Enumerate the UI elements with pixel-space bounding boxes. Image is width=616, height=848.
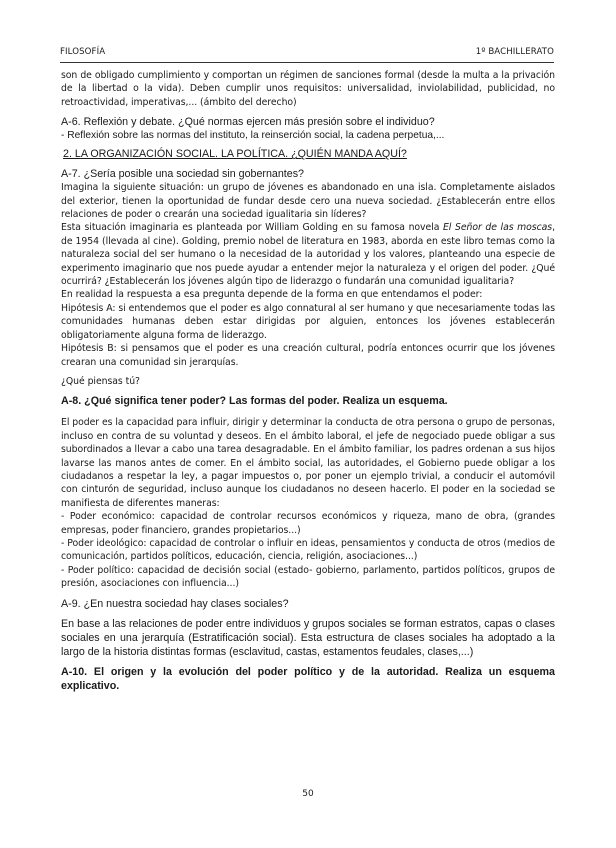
a8-bullet-political: - Poder político: capacidad de decisión social (estado- gobierno, parlamento, partidos políticos, grupos de presión, asociaciones con influencia...) — [61, 564, 555, 590]
header-course: 1º BACHILLERATO — [475, 47, 554, 57]
a7-hypothesis-a: Hipótesis A: si entendemos que el poder es algo connatural al ser humano y que necesariamente todas las comunidades humanas deben estar dirigidas por alguien, entonces los jóvenes establecerán obligatoriamente alguna forma de liderazgo. — [61, 302, 555, 341]
a7-paragraph-2 — [61, 221, 555, 288]
header-divider — [60, 62, 554, 63]
page-content — [61, 69, 555, 693]
activity-a7-question: A-7. ¿Sería posible una sociedad sin gobernantes? — [61, 168, 304, 181]
a7-p2-text-post: , de 1954 (llevada al cine). Golding, premio nobel de literatura en 1983, aborda en este libro temas como la naturaleza social del ser humano o la necesidad de la autoridad y los valores, planteando una especie de experimento imaginario que nos puede ayudar a entender mejor la naturaleza y el origen del poder. ¿Qué ocurrirá? ¿Establecerán los jóvenes algún tipo de liderazgo o fundarán una comunidad igualitaria? — [61, 222, 555, 288]
a7-hypothesis-b: Hipótesis B: si pensamos que el poder es una creación cultural, podría entonces ocurrir que los jóvenes crearan una comunidad sin jerarquías. — [61, 343, 555, 368]
activity-a9-question: A-9. ¿En nuestra sociedad hay clases sociales? — [61, 597, 289, 610]
activity-a10-question: A-10. El origen y la evolución del poder político y de la autoridad. Realiza un esquema explicativo. — [61, 665, 555, 692]
section-2-heading: 2. LA ORGANIZACIÓN SOCIAL. LA POLÍTICA. ¿QUIÉN MANDA AQUÍ? — [63, 148, 407, 161]
a8-paragraph-1: El poder es la capacidad para influir, dirigir y determinar la conducta de otra persona o grupo de personas, incluso en contra de su voluntad y deseos. En el ámbito laboral, el jefe de negociado puede obligar a sus subordinados a llevar a cabo una tarea desagradable. En el ámbito familiar, los padres ordenan a sus hijos lavarse las manos antes de comer. En el ámbito social, las autoridades, el Gobierno puede obligar a los ciudadanos a respetar la ley, a pagar impuestos o, por poner un ejemplo trivial, a conducir el automóvil con cinturón de seguridad, incluso aunque los ciudadanos no deseen hacerlo. El poder en la sociedad se manifiesta de diferentes maneras: — [61, 417, 555, 509]
a7-p2-text-pre: Esta situación imaginaria es planteada por William Golding en su famosa novela — [61, 222, 443, 234]
page-header — [60, 47, 554, 57]
activity-a8-question: A-8. ¿Qué significa tener poder? Las formas del poder. Realiza un esquema. — [61, 395, 448, 408]
header-subject: FILOSOFÍA — [60, 47, 106, 57]
activity-a6-question: A-6. Reflexión y debate. ¿Qué normas ejercen más presión sobre el individuo? — [61, 116, 435, 129]
a7-paragraph-3: En realidad la respuesta a esa pregunta depende de la forma en que entendamos el poder: — [61, 289, 483, 301]
activity-a6-answer: - Reflexión sobre las normas del instituto, la reinserción social, la cadena perpetua,... — [61, 130, 445, 142]
a8-bullet-ideological: - Poder ideológico: capacidad de controlar o influir en ideas, pensamientos y conducta de otros (medios de comunicación, partidos políticos, educación, ciencia, religión, asociaciones...) — [61, 537, 555, 563]
intro-paragraph: son de obligado cumplimiento y comportan un régimen de sanciones formal (desde la multa a la privación de la libertad o la vida). Deben cumplir unos requisitos: universalidad, inviolabilidad, publicidad, no retroactividad, imperativas,... (ámbito del derecho) — [61, 70, 555, 108]
a8-bullet-economic: - Poder económico: capacidad de controlar recursos económicos y riqueza, mano de obra, (grandes empresas, poder financiero, grandes propietarios...) — [61, 511, 555, 536]
a7-paragraph-1: Imagina la siguiente situación: un grupo de jóvenes es abandonado en una isla. Completamente aislados del exterior, tienen la oportunidad de fundar desde cero una nueva sociedad. ¿Establecerán entre ellos relaciones de poder o crearán una sociedad igualitaria sin líderes? — [61, 182, 555, 221]
page-number: 50 — [302, 789, 314, 799]
a9-answer: En base a las relaciones de poder entre individuos y grupos sociales se forman estratos, capas o clases sociales en una jerarquía (Estratificación social). Esta estructura de clases sociales ha adoptado a la largo de la historia distintas formas (esclavitud, castas, estamentos feudales, clases,...) — [61, 617, 555, 658]
a7-closing-question: ¿Qué piensas tú? — [61, 375, 140, 387]
novel-title: El Señor de las moscas — [442, 222, 553, 234]
